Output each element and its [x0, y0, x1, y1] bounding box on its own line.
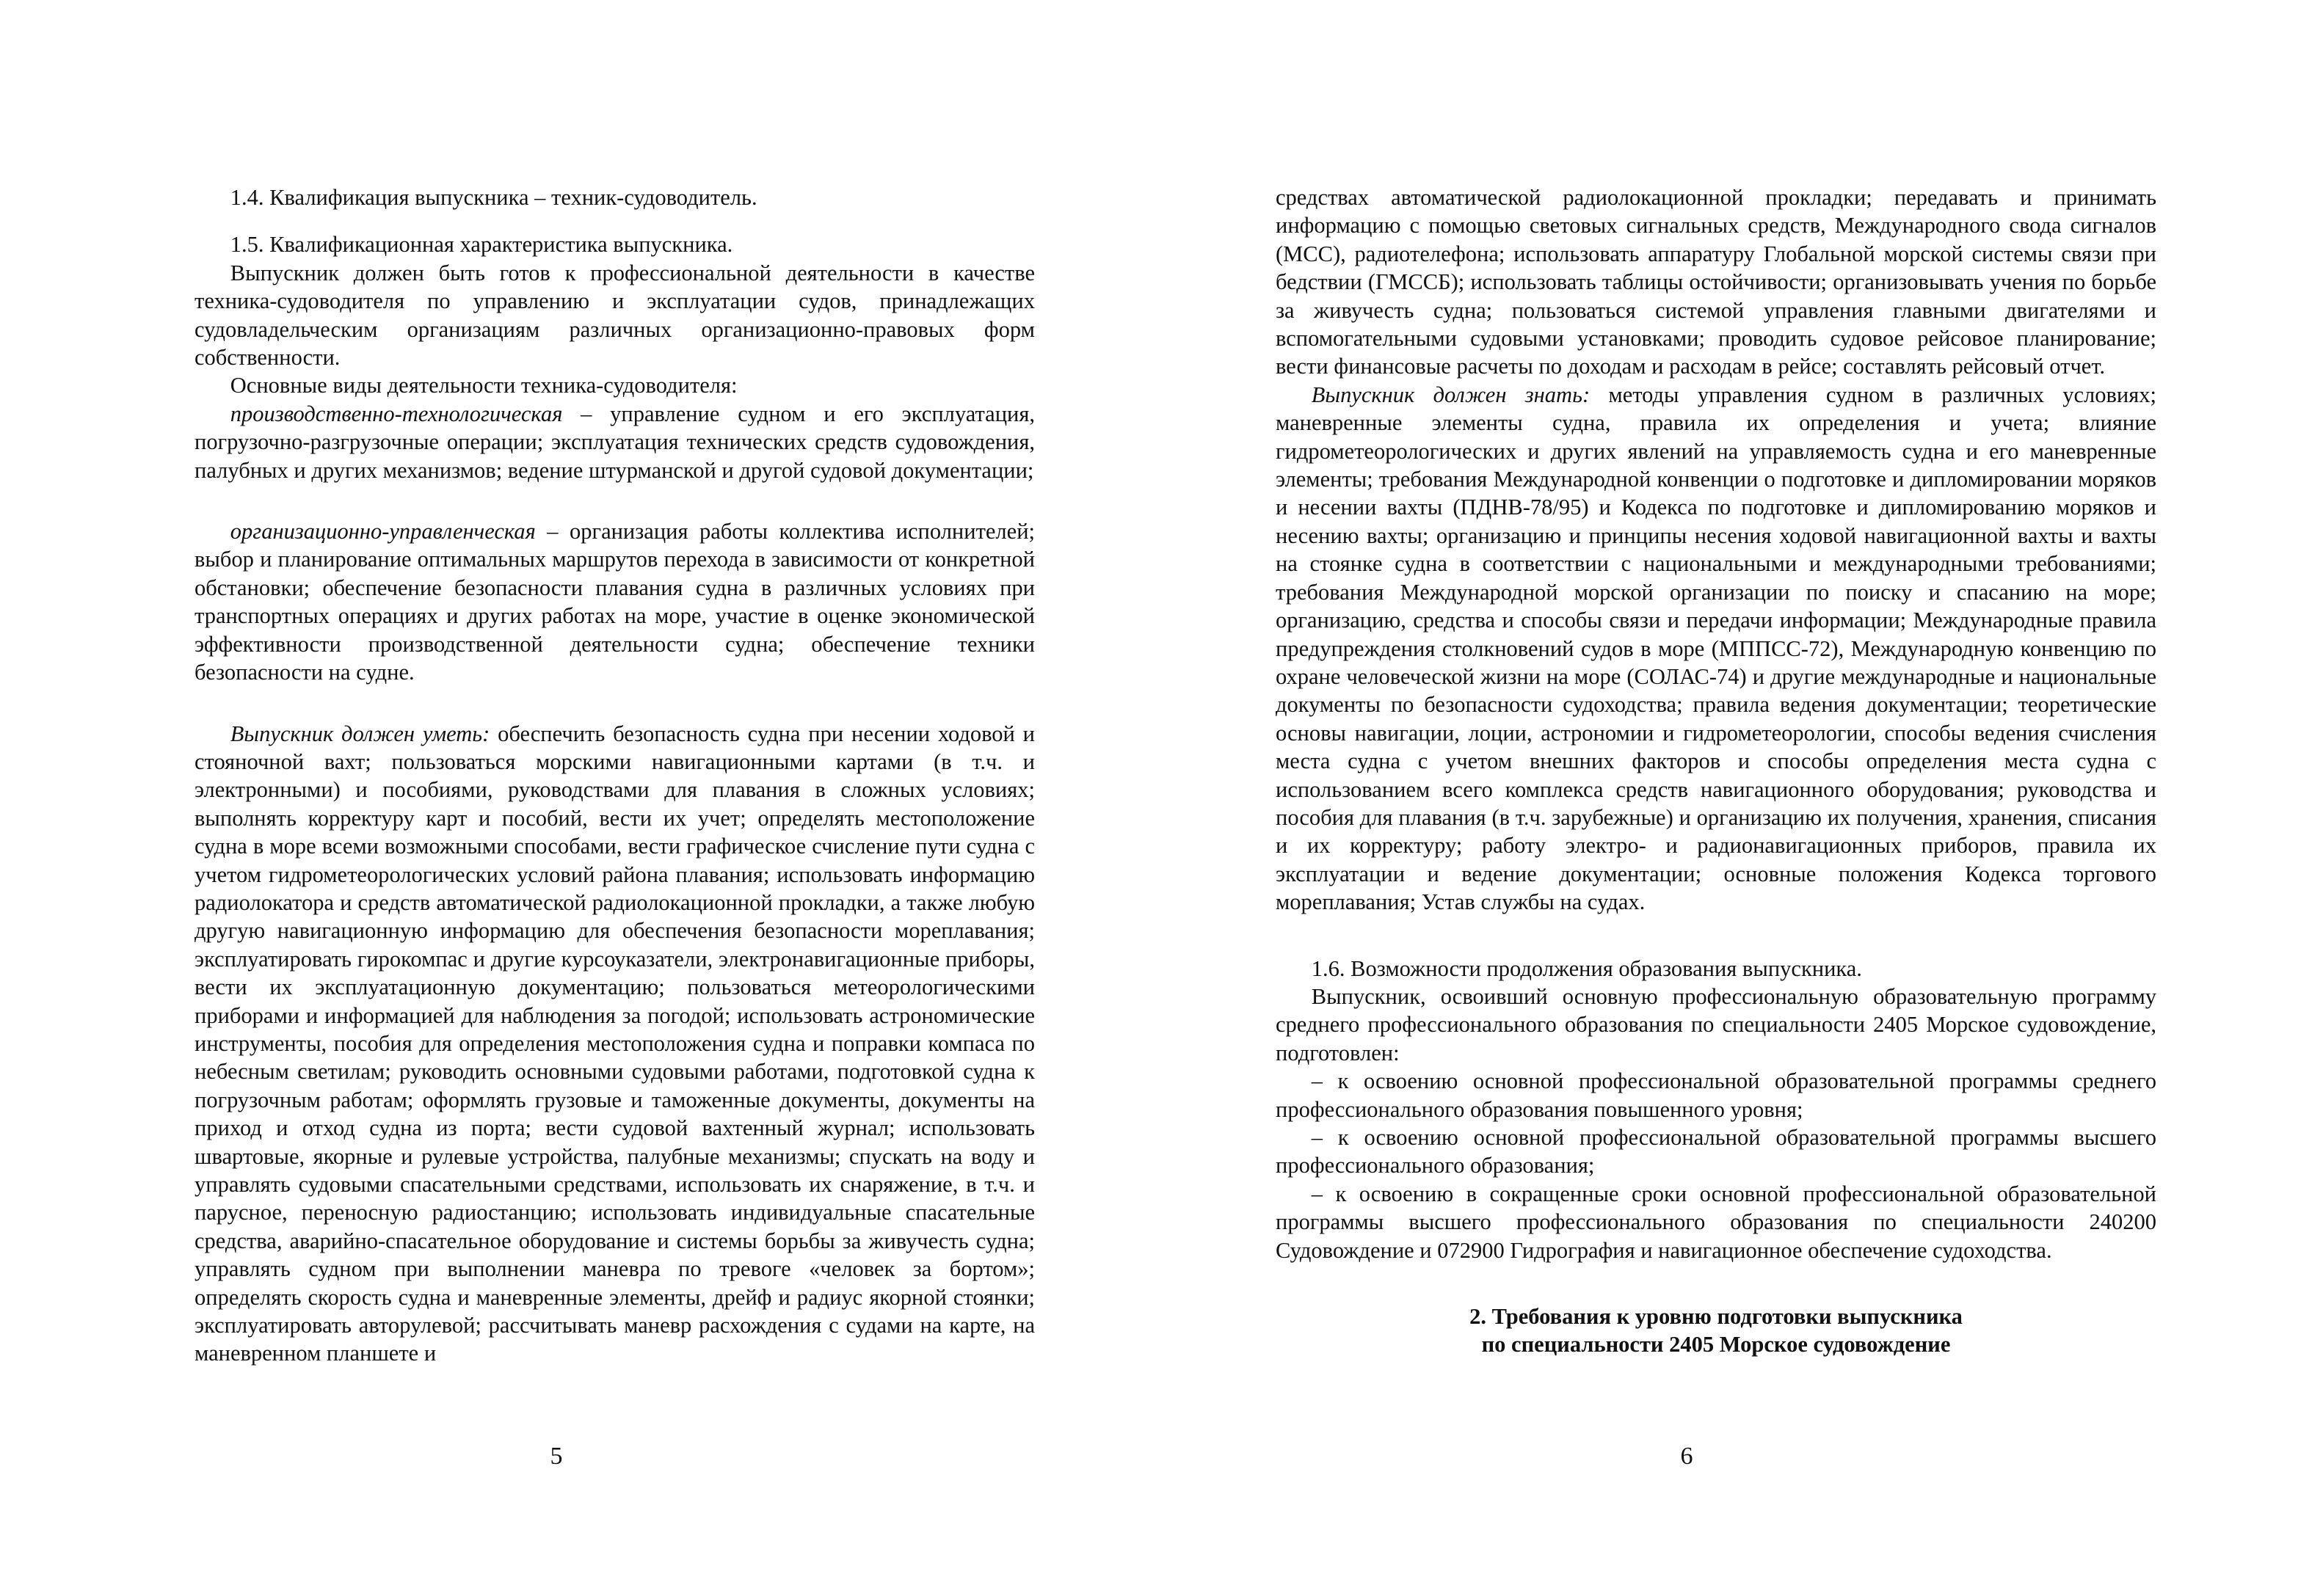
- graduate-knowledge-text: методы управления судном в различных условиях; маневренные элементы судна, правила их определения и учета; влияние гидрометеорологических и других явлений на управляемость судна и его маневренные элементы; требования Международной конвенции о подготовке и дипломировании моряков и несении вахты (ПДНВ-78/95) и Кодекса по подготовке и дипломированию моряков и несению вахты; организацию и принципы несения ходовой навигационной вахты и вахты на стоянке судна в соответствии с национальными и международными требованиями; требования Международной морской организации по поиску и спасанию на море; организацию, средства и способы связи и передачи информации; Международные правила предупреждения столкновений судов в море (МППСС-72), Международную конвенцию по охране человеческой жизни на море (СОЛАС-74) и другие международные и национальные документы по безопасности судоходства; правила ведения документации; теоретические основы навигации, лоции, астрономии и гидрометеорологии, способы ведения счисления места судна с учетом внешних факторов и способы определения места судна с использованием всего комплекса средств навигационного оборудования; руководства и пособия для плавания (в т.ч. зарубежные) и организацию их получения, хранения, списания и их корректуру; работу электро- и радионавигационных приборов, правила их эксплуатации и ведение документации; основные положения Кодекса торгового мореплавания; Устав службы на судах.: [1276, 382, 2156, 915]
- section-1-5: 1.5. Квалификационная характеристика выпускника.: [230, 232, 733, 258]
- page-number-right: 6: [1680, 1443, 1693, 1470]
- list-item: – к освоению основной профессиональной образовательной программы среднего профессионального образования повышенного уровня;: [1276, 1068, 2156, 1122]
- section-1-4: 1.4. Квалификация выпускника – техник-судоводитель.: [230, 185, 757, 210]
- list-item: – к освоению основной профессиональной образовательной программы высшего профессионального образования;: [1276, 1125, 2156, 1178]
- activity-production-text: – управление судном и его эксплуатация, погрузочно-разгрузочные операции; эксплуатация технических средств судовождения, палубных и других механизмов; ведение штурманской и другой судовой документации;: [195, 401, 1035, 483]
- activity-production-lead: производственно-технологическая: [230, 401, 563, 426]
- graduate-skills-continued: средствах автоматической радиолокационной прокладки; передавать и принимать информацию с помощью световых сигнальных средств, Международного свода сигналов (МСС), радиотелефона; использовать аппаратуру Глобальной морской системы связи при бедствии (ГМССБ); использовать таблицы остойчивости; организовывать учения по борьбе за живучесть судна; пользоваться системой управления главными двигателями и вспомогательными судовыми установками; проводить судовое рейсовое планирование; вести финансовые расчеты по доходам и расходам в рейсе; составлять рейсовый отчет.: [1276, 185, 2156, 379]
- section-2-heading: [1276, 1302, 2156, 1359]
- page-number-left: 5: [550, 1443, 563, 1470]
- graduate-knowledge-lead: Выпускник должен знать:: [1311, 382, 1591, 407]
- section-2-heading-line-2: по специальности 2405 Морское судовождение: [1481, 1332, 1951, 1358]
- section-2-heading-line-1: 2. Требования к уровню подготовки выпускника: [1469, 1304, 1963, 1330]
- graduate-skills-paragraph: [195, 720, 1035, 1368]
- activity-organizational-text: – организация работы коллектива исполнителей; выбор и планирование оптимальных маршрутов перехода в зависимости от конкретной обстановки; обеспечение безопасности плавания судна в различных условиях при транспортных операциях и других работах на море, участие в оценке экономической эффективности производственной деятельности судна; обеспечение техники безопасности на судне.: [195, 519, 1035, 685]
- main-activities-intro: Основные виды деятельности техника-судоводителя:: [230, 373, 738, 398]
- graduate-knowledge-paragraph: [1276, 381, 2156, 917]
- graduate-prepared-paragraph: Выпускник, освоивший основную профессиональную образовательную программу среднего профессионального образования по специальности 2405 Морское судовождение, подготовлен:: [1276, 983, 2156, 1065]
- list-item: – к освоению в сокращенные сроки основной профессиональной образовательной программы высшего профессионального образования по специальности 240200 Судовождение и 072900 Гидрография и навигационное обеспечение судоходства.: [1276, 1181, 2156, 1263]
- activity-production-technological: [195, 400, 1035, 484]
- left-page: [195, 183, 1035, 1368]
- graduate-skills-text: обеспечить безопасность судна при несении ходовой и стояночной вахт; пользоваться морскими навигационными картами (в т.ч. и электронными) и пособиями, руководствами для плавания в сложных условиях; выполнять корректуру карт и пособий, вести их учет; определять местоположение судна в море всеми возможными способами, вести графическое счисление пути судна с учетом гидрометеорологических условий района плавания; использовать информацию радиолокатора и средств автоматической радиолокационной прокладки, а также любую другую навигационную информацию для обеспечения безопасности мореплавания; эксплуатировать гирокомпас и другие курсоуказатели, электронавигационные приборы, вести их эксплуатационную документацию; пользоваться метеорологическими приборами и информацией для наблюдения за погодой; использовать астрономические инструменты, пособия для определения местоположения судна и поправки компаса по небесным светилам; руководить основными судовыми работами, подготовкой судна к погрузочным работам; оформлять грузовые и таможенные документы, документы на приход и отход судна из порта; вести судовой вахтенный журнал; использовать швартовые, якорные и рулевые устройства, палубные механизмы; спускать на воду и управлять судовыми спасательными средствами, использовать их снаряжение, в т.ч. и парусное, переносную радиостанцию; использовать индивидуальные спасательные средства, аварийно-спасательное оборудование и системы борьбы за живучесть судна; управлять судном при выполнении маневра по тревоге «человек за бортом»; определять скорость судна и маневренные элементы, дрейф и радиус якорной стоянки; эксплуатировать авторулевой; рассчитывать маневр расхождения с судами на карте, на маневренном планшете и: [195, 721, 1036, 1366]
- graduate-skills-lead: Выпускник должен уметь:: [230, 721, 490, 746]
- right-page: [1276, 183, 2156, 1359]
- activity-organizational-managerial: [195, 517, 1035, 686]
- graduate-readiness-paragraph: Выпускник должен быть готов к профессиональной деятельности в качестве техника-судоводителя по управлению и эксплуатации судов, принадлежащих судовладельческим организациям различных организационно-правовых форм собственности.: [195, 260, 1035, 371]
- section-1-6: 1.6. Возможности продолжения образования выпускника.: [1311, 955, 1862, 981]
- activity-organizational-lead: организационно-управленческая: [230, 519, 536, 544]
